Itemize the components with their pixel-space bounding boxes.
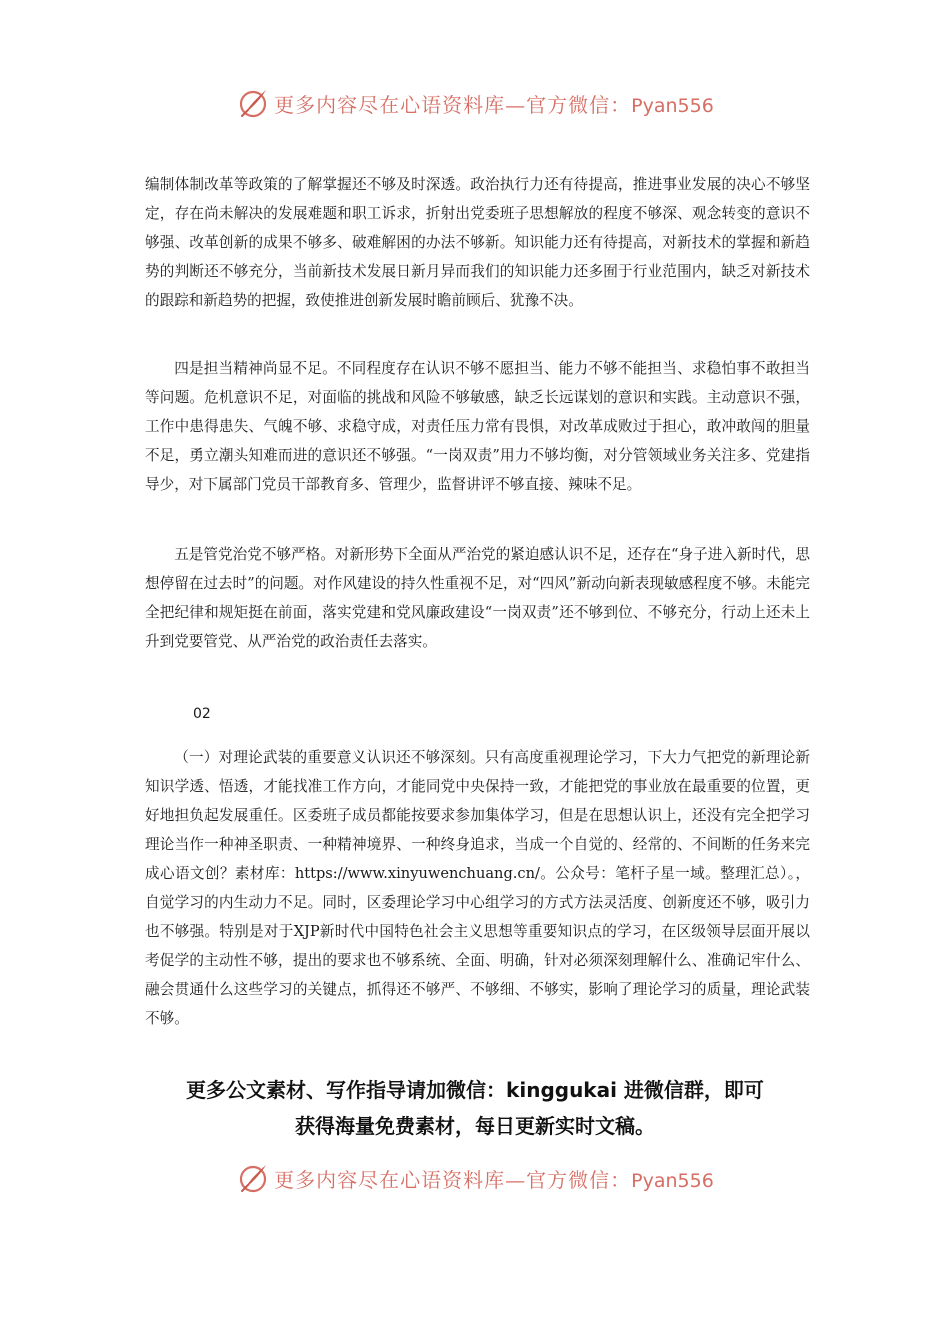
paragraph-4 [145, 743, 810, 1033]
wechat-id: Pyan556 [631, 1169, 714, 1192]
wechat-id: Pyan556 [631, 94, 714, 117]
paragraph-text: 四是担当精神尚显不足。不同程度存在认识不够不愿担当、能力不够不能担当、求稳怕事不敢担当等问题。危机意识不足，对面临的挑战和风险不够敏感，缺乏长远谋划的意识和实践。主动意识不强，工作中患得患失、气魄不够、求稳守成，对责任压力常有畏惧，对改革成败过于担心，敢冲敢闯的胆量不足，勇立潮头知难而进的意识还不够强。“一岗双责”用力不够均衡，对分管领域业务关注多、党建指导少，对下属部门党员干部教育多、管理少，监督讲评不够直接、辣味不足。 [145, 360, 810, 493]
quill-pen-logo-icon [236, 1161, 270, 1195]
promo-line-2: 获得海量免费素材，每日更新实时文稿。 [295, 1114, 655, 1138]
header-banner [0, 83, 950, 123]
section-number: 02 [193, 706, 211, 722]
paragraph-text: 编制体制改革等政策的了解掌握还不够及时深透。政治执行力还有待提高，推进事业发展的决心不够坚定，存在尚未解决的发展难题和职工诉求，折射出党委班子思想解放的程度不够深、观念转变的意识不够强、改革创新的成果不够多、破难解困的办法不够新。知识能力还有待提高，对新技术的掌握和新趋势的判断还不够充分，当前新技术发展日新月异而我们的知识能力还多囿于行业范围内，缺乏对新技术的跟踪和新趋势的把握，致使推进创新发展时瞻前顾后、犹豫不决。 [145, 176, 810, 309]
paragraph-1 [145, 170, 810, 315]
header-banner-text: 更多内容尽在心语资料库—官方微信：Pyan556 [274, 92, 714, 117]
footer-banner [0, 1158, 950, 1198]
paragraph-2 [145, 354, 810, 499]
promo-line-1: 更多公文素材、写作指导请加微信：kinggukai 进微信群，即可 [186, 1078, 764, 1102]
promo-notice [0, 1072, 950, 1144]
footer-banner-text: 更多内容尽在心语资料库—官方微信：Pyan556 [274, 1167, 714, 1192]
paragraph-3 [145, 540, 810, 656]
paragraph-text: （一）对理论武装的重要意义认识还不够深刻。只有高度重视理论学习，下大力气把党的新理论新知识学透、悟透，才能找准工作方向，才能同党中央保持一致，才能把党的事业放在最重要的位置，更好地担负起发展重任。区委班子成员都能按要求参加集体学习，但是在思想认识上，还没有完全把学习理论当作一种神圣职责、一种精神境界、一种终身追求，当成一个自觉的、经常的、不间断的任务来完成心语文创？素材库：https://www.xinyuwenchuang.cn/。公众号：笔杆子星一域。整理汇总）。，自觉学习的内生动力不足。同时，区委理论学习中心组学习的方式方法灵活度、创新度还不够，吸引力也不够强。特别是对于XJP新时代中国特色社会主义思想等重要知识点的学习，在区级领导层面开展以考促学的主动性不够，提出的要求也不够系统、全面、明确，针对必须深刻理解什么、准确记牢什么、融会贯通什么这些学习的关键点，抓得还不够严、不够细、不够实，影响了理论学习的质量，理论武装不够。 [145, 749, 810, 1027]
paragraph-text: 五是管党治党不够严格。对新形势下全面从严治党的紧迫感认识不足，还存在“身子进入新时代，思想停留在过去时”的问题。对作风建设的持久性重视不足，对“四风”新动向新表现敏感程度不够。未能完全把纪律和规矩挺在前面，落实党建和党风廉政建设“一岗双责”还不够到位、不够充分，行动上还未上升到党要管党、从严治党的政治责任去落实。 [145, 546, 810, 650]
quill-pen-logo-icon [236, 86, 270, 120]
